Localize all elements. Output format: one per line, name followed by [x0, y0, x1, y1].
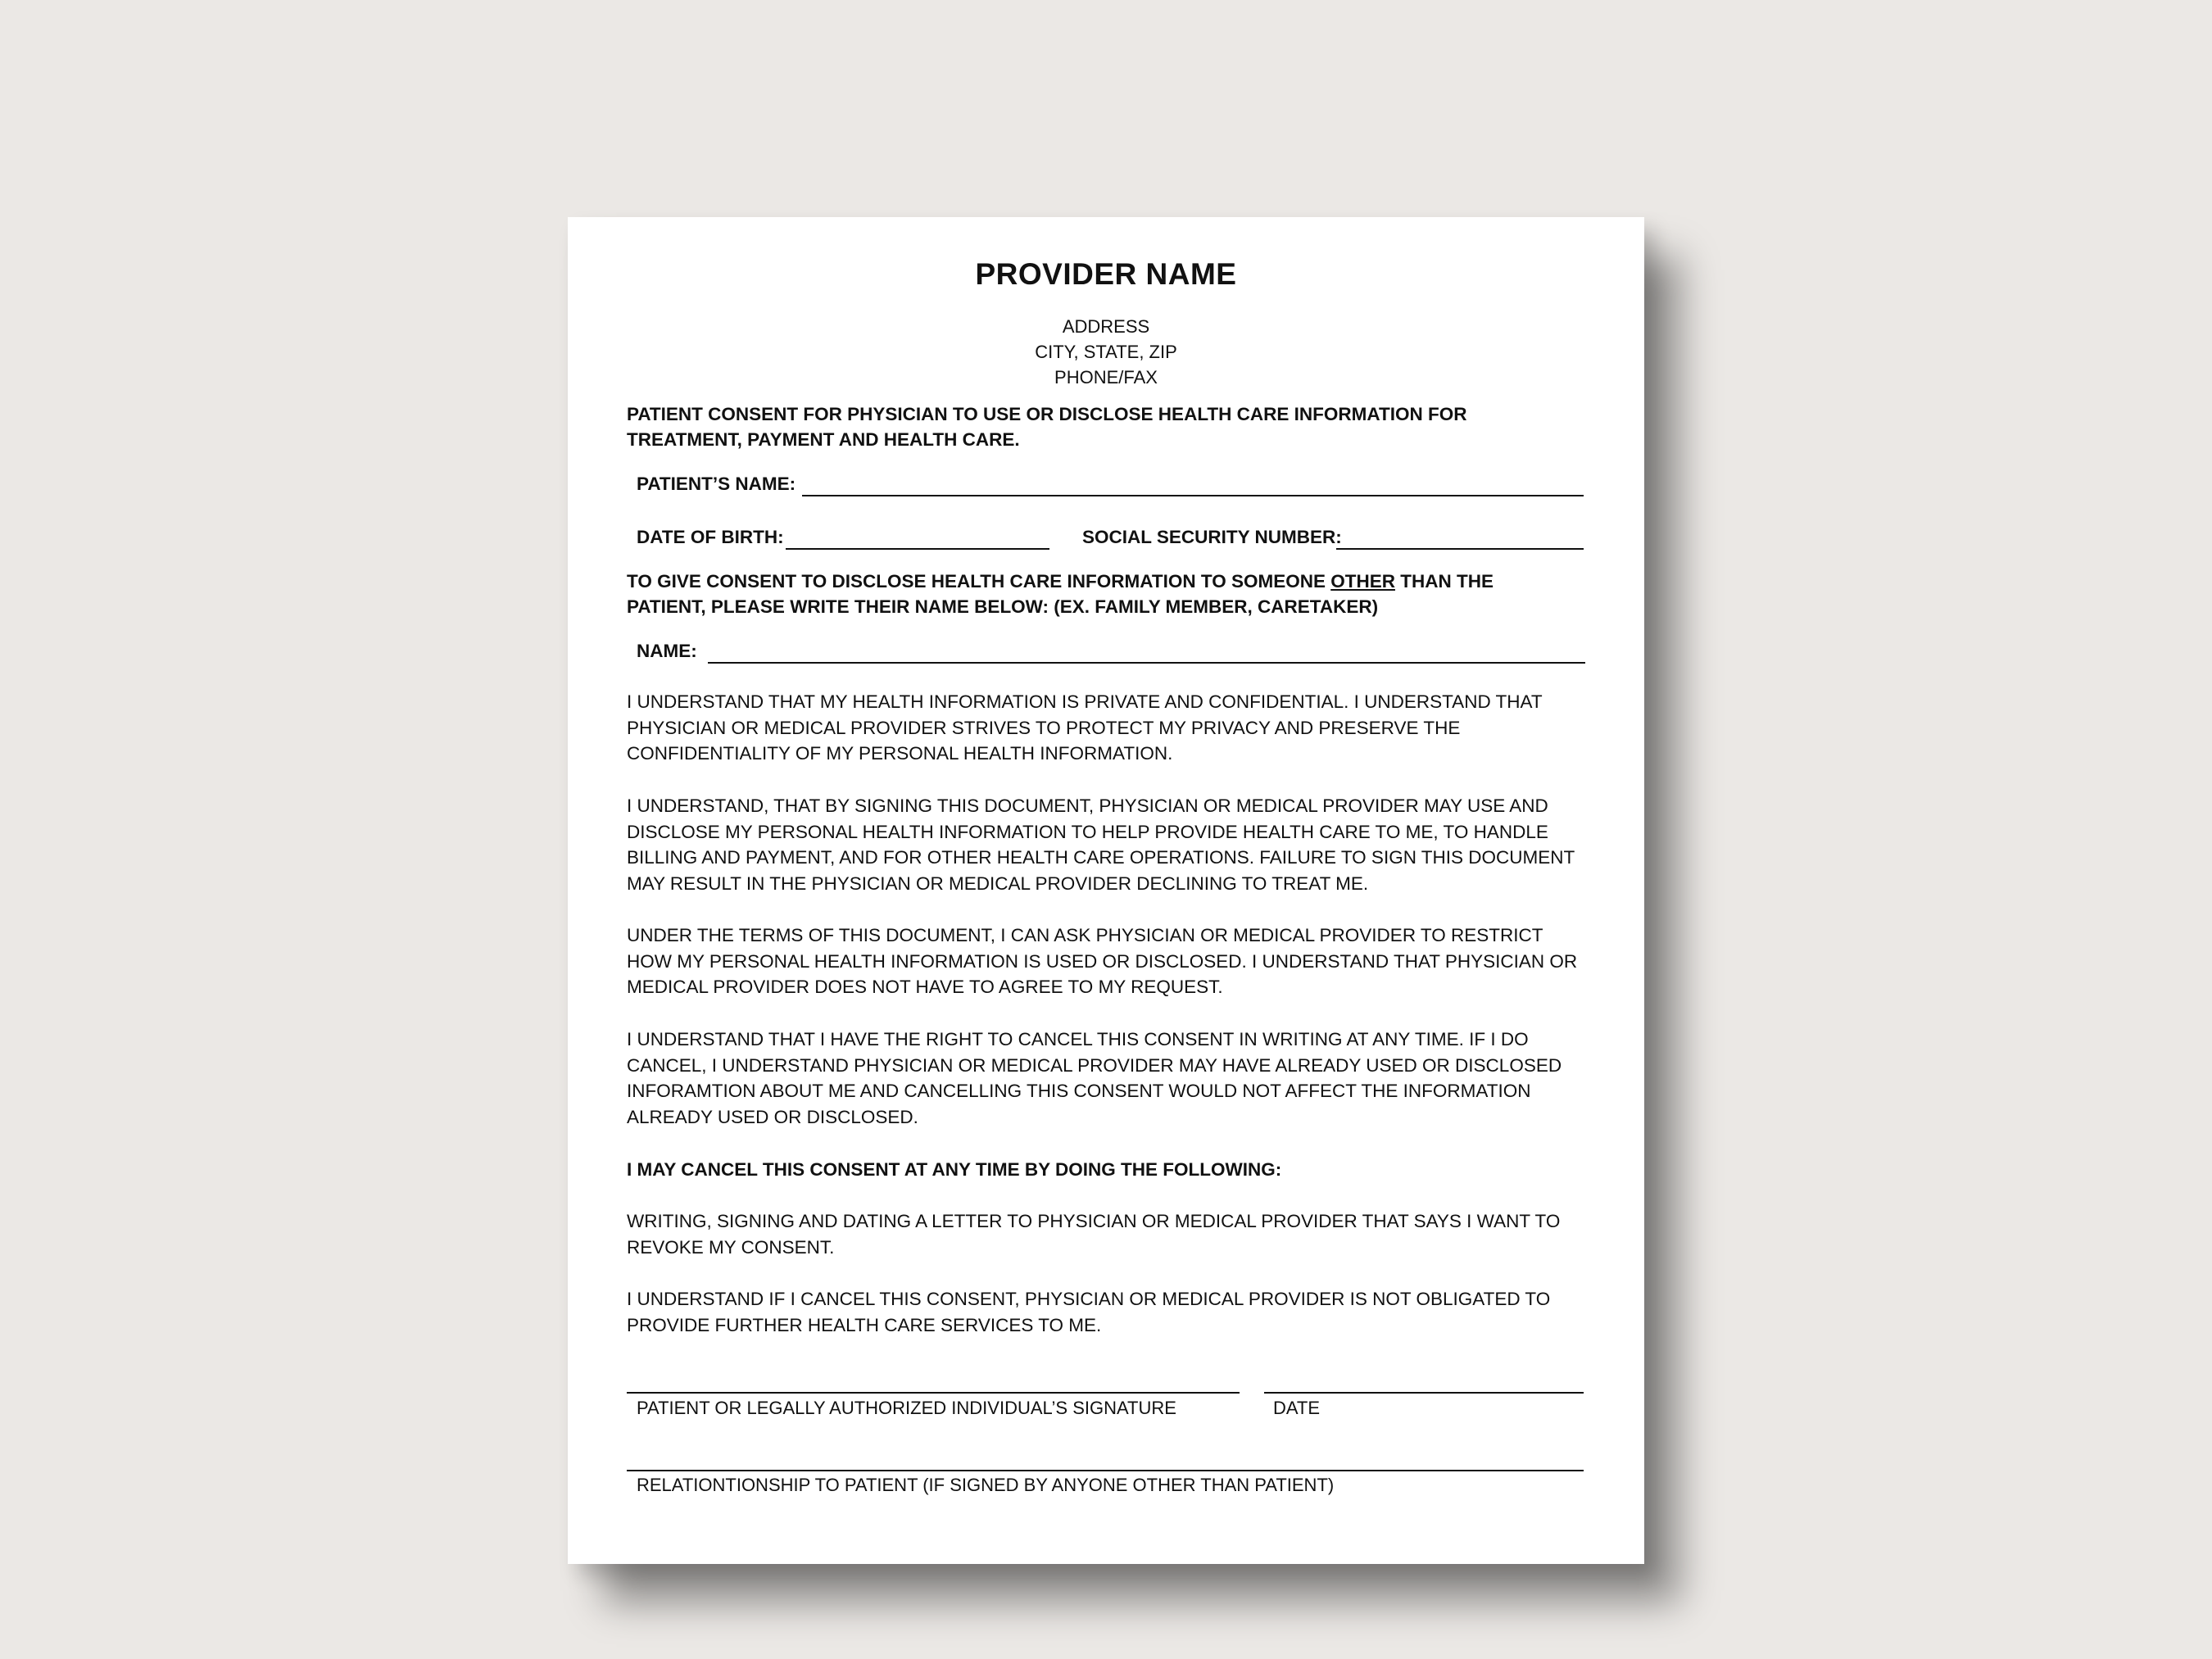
other-consent-instructions [627, 569, 1577, 619]
consent-heading: PATIENT CONSENT FOR PHYSICIAN TO USE OR DISCLOSE HEALTH CARE INFORMATION FOR TREATMENT, PAYMENT AND HEALTH CARE. [627, 404, 1467, 450]
consent-form-page [568, 217, 1644, 1564]
other-emphasis: OTHER [1330, 571, 1395, 592]
signature-line[interactable] [627, 1392, 1240, 1394]
city-state-zip-line: CITY, STATE, ZIP [1035, 342, 1177, 362]
other-consent-text-start: TO GIVE CONSENT TO DISCLOSE HEALTH CARE INFORMATION TO SOMEONE [627, 571, 1331, 592]
other-consent-text-end: THAN THE PATIENT, PLEASE WRITE THEIR NAME BELOW: (EX. FAMILY MEMBER, CARETAKER) [627, 571, 1494, 617]
disclosure-paragraph: I UNDERSTAND, THAT BY SIGNING THIS DOCUMENT, PHYSICIAN OR MEDICAL PROVIDER MAY USE AND DISCLOSE MY PERSONAL HEALTH INFORMATION TO HELP PROVIDE HEALTH CARE TO ME, TO HANDLE BILLING AND PAYMENT, AND FOR OTHER HEALTH CARE OPERATIONS. FAILURE TO SIGN THIS DOCUMENT MAY RESULT IN THE PHYSICIAN OR MEDICAL PROVIDER DECLINING TO TREAT ME. [627, 796, 1575, 894]
signature-label: PATIENT OR LEGALLY AUTHORIZED INDIVIDUAL’S SIGNATURE [637, 1398, 1176, 1418]
patient-name-label: PATIENT’S NAME: [637, 474, 796, 494]
obligation-paragraph: I UNDERSTAND IF I CANCEL THIS CONSENT, PHYSICIAN OR MEDICAL PROVIDER IS NOT OBLIGATED TO PROVIDE FURTHER HEALTH CARE SERVICES TO ME. [627, 1289, 1551, 1335]
address-line: ADDRESS [1062, 316, 1150, 337]
provider-name-title: PROVIDER NAME [975, 257, 1237, 291]
relationship-line[interactable] [627, 1470, 1584, 1471]
patient-name-line[interactable] [802, 495, 1584, 496]
date-label: DATE [1273, 1398, 1321, 1418]
date-line[interactable] [1264, 1392, 1584, 1394]
revoke-paragraph: WRITING, SIGNING AND DATING A LETTER TO PHYSICIAN OR MEDICAL PROVIDER THAT SAYS I WANT TO REVOKE MY CONSENT. [627, 1211, 1561, 1258]
ssn-line[interactable] [1336, 548, 1584, 550]
ssn-label: SOCIAL SECURITY NUMBER: [1082, 527, 1342, 547]
restriction-paragraph: UNDER THE TERMS OF THIS DOCUMENT, I CAN ASK PHYSICIAN OR MEDICAL PROVIDER TO RESTRICT HOW MY PERSONAL HEALTH INFORMATION IS USED OR DISCLOSED. I UNDERSTAND THAT PHYSICIAN OR MEDICAL PROVIDER DOES NOT HAVE TO AGREE TO MY REQUEST. [627, 925, 1578, 997]
relationship-label: RELATIONTIONSHIP TO PATIENT (IF SIGNED BY ANYONE OTHER THAN PATIENT) [637, 1475, 1335, 1495]
date-of-birth-line[interactable] [786, 548, 1049, 550]
other-name-line[interactable] [708, 662, 1585, 664]
cancel-heading: I MAY CANCEL THIS CONSENT AT ANY TIME BY DOING THE FOLLOWING: [627, 1159, 1282, 1180]
cancel-right-paragraph: I UNDERSTAND THAT I HAVE THE RIGHT TO CANCEL THIS CONSENT IN WRITING AT ANY TIME. IF I DO CANCEL, I UNDERSTAND PHYSICIAN OR MEDICAL PROVIDER MAY HAVE ALREADY USED OR DISCLOSED INFORAMTION ABOUT ME AND CANCELLING THIS CONSENT WOULD NOT AFFECT THE INFORMATION ALREADY USED OR DISCLOSED. [627, 1029, 1562, 1127]
date-of-birth-label: DATE OF BIRTH: [637, 527, 784, 547]
phone-fax-line: PHONE/FAX [1054, 367, 1158, 388]
privacy-paragraph: I UNDERSTAND THAT MY HEALTH INFORMATION IS PRIVATE AND CONFIDENTIAL. I UNDERSTAND THAT PHYSICIAN OR MEDICAL PROVIDER STRIVES TO PROTECT MY PRIVACY AND PRESERVE THE CONFIDENTIALITY OF MY PERSONAL HEALTH INFORMATION. [627, 691, 1543, 764]
other-name-label: NAME: [637, 641, 697, 661]
